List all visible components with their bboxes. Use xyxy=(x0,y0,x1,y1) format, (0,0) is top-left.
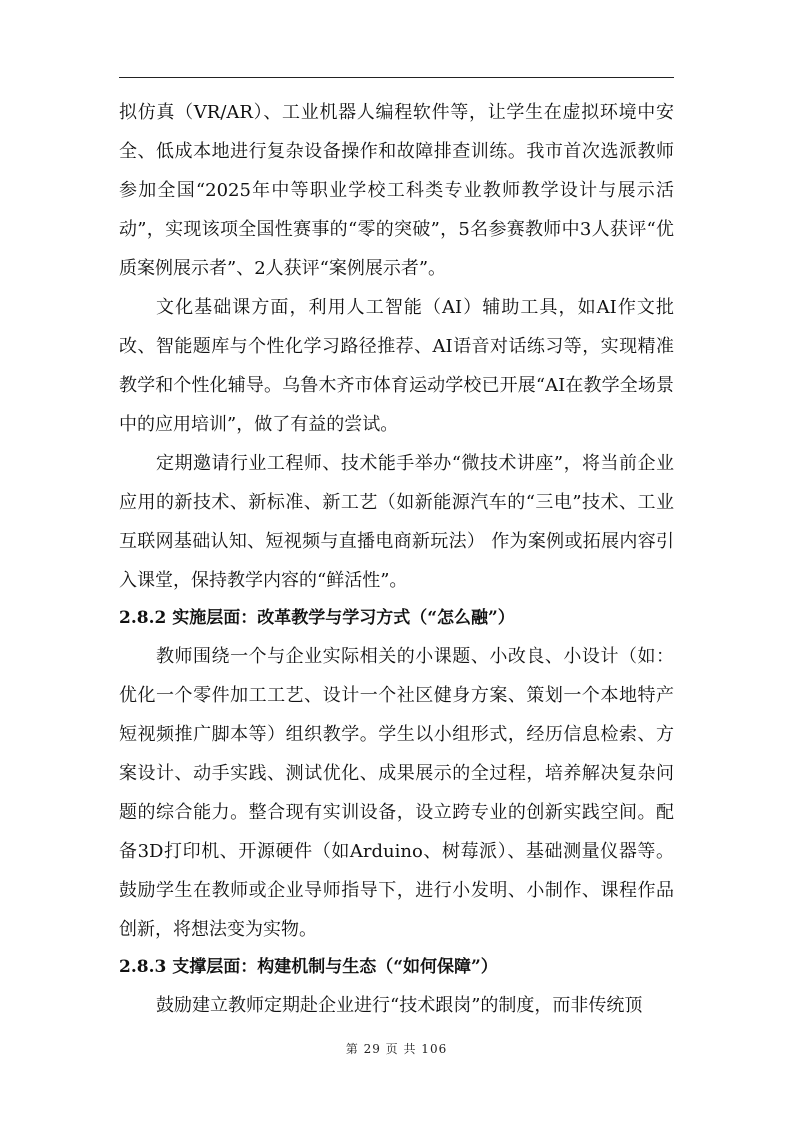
paragraph-2-8-2: 教师围绕一个与企业实际相关的小课题、小改良、小设计（如：优化一个零件加工工艺、设计一个社区健身方案、策划一个本地特产短视频推广脚本等）组织教学。学生以小组形式，经历信息检索、方案设计、动手实践、测试优化、成果展示的全过程，培养解决复杂问题的综合能力。整合现有实训设备，设立跨专业的创新实践空间。配备3D打印机、开源硬件（如Arduino、树莓派）、基础测量仪器等。鼓励学生在教师或企业导师指导下，进行小发明、小制作、课程作品创新，将想法变为实物。 xyxy=(119,646,674,940)
paragraph-micro-lecture: 定期邀请行业工程师、技术能手举办“微技术讲座”，将当前企业应用的新技术、新标准、新工艺（如新能源汽车的“三电”技术、工业互联网基础认知、短视频与直播电商新玩法） 作为案例或拓展内容引入课堂，保持教学内容的“鲜活性”。 xyxy=(119,453,674,591)
section-heading-2-8-3: 2.8.3 支撑层面：构建机制与生态（“如何保障”） xyxy=(119,957,498,977)
paragraph-continuation: 拟仿真（VR/AR）、工业机器人编程软件等，让学生在虚拟环境中安全、低成本地进行复杂设备操作和故障排查训练。我市首次选派教师参加全国“2025年中等职业学校工科类专业教师教学设计与展示活动”，实现该项全国性赛事的“零的突破”，5名参赛教师中3人获评“优质案例展示者”、2人获评“案例展示者”。 xyxy=(119,102,674,279)
paragraph-ai-culture: 文化基础课方面，利用人工智能（AI）辅助工具，如AI作文批改、智能题库与个性化学习路径推荐、AI语音对话练习等，实现精准教学和个性化辅导。乌鲁木齐市体育运动学校已开展“AI在教学全场景中的应用培训”，做了有益的尝试。 xyxy=(119,297,674,435)
body-text xyxy=(119,93,674,1025)
header-rule xyxy=(119,77,674,78)
paragraph-2-8-3: 鼓励建立教师定期赴企业进行“技术跟岗”的制度，而非传统顶 xyxy=(156,995,643,1016)
page-number-footer: 第 29 页 共 106 xyxy=(345,1042,448,1056)
section-heading-2-8-2: 2.8.2 实施层面：改革教学与学习方式（“怎么融”） xyxy=(119,608,515,628)
